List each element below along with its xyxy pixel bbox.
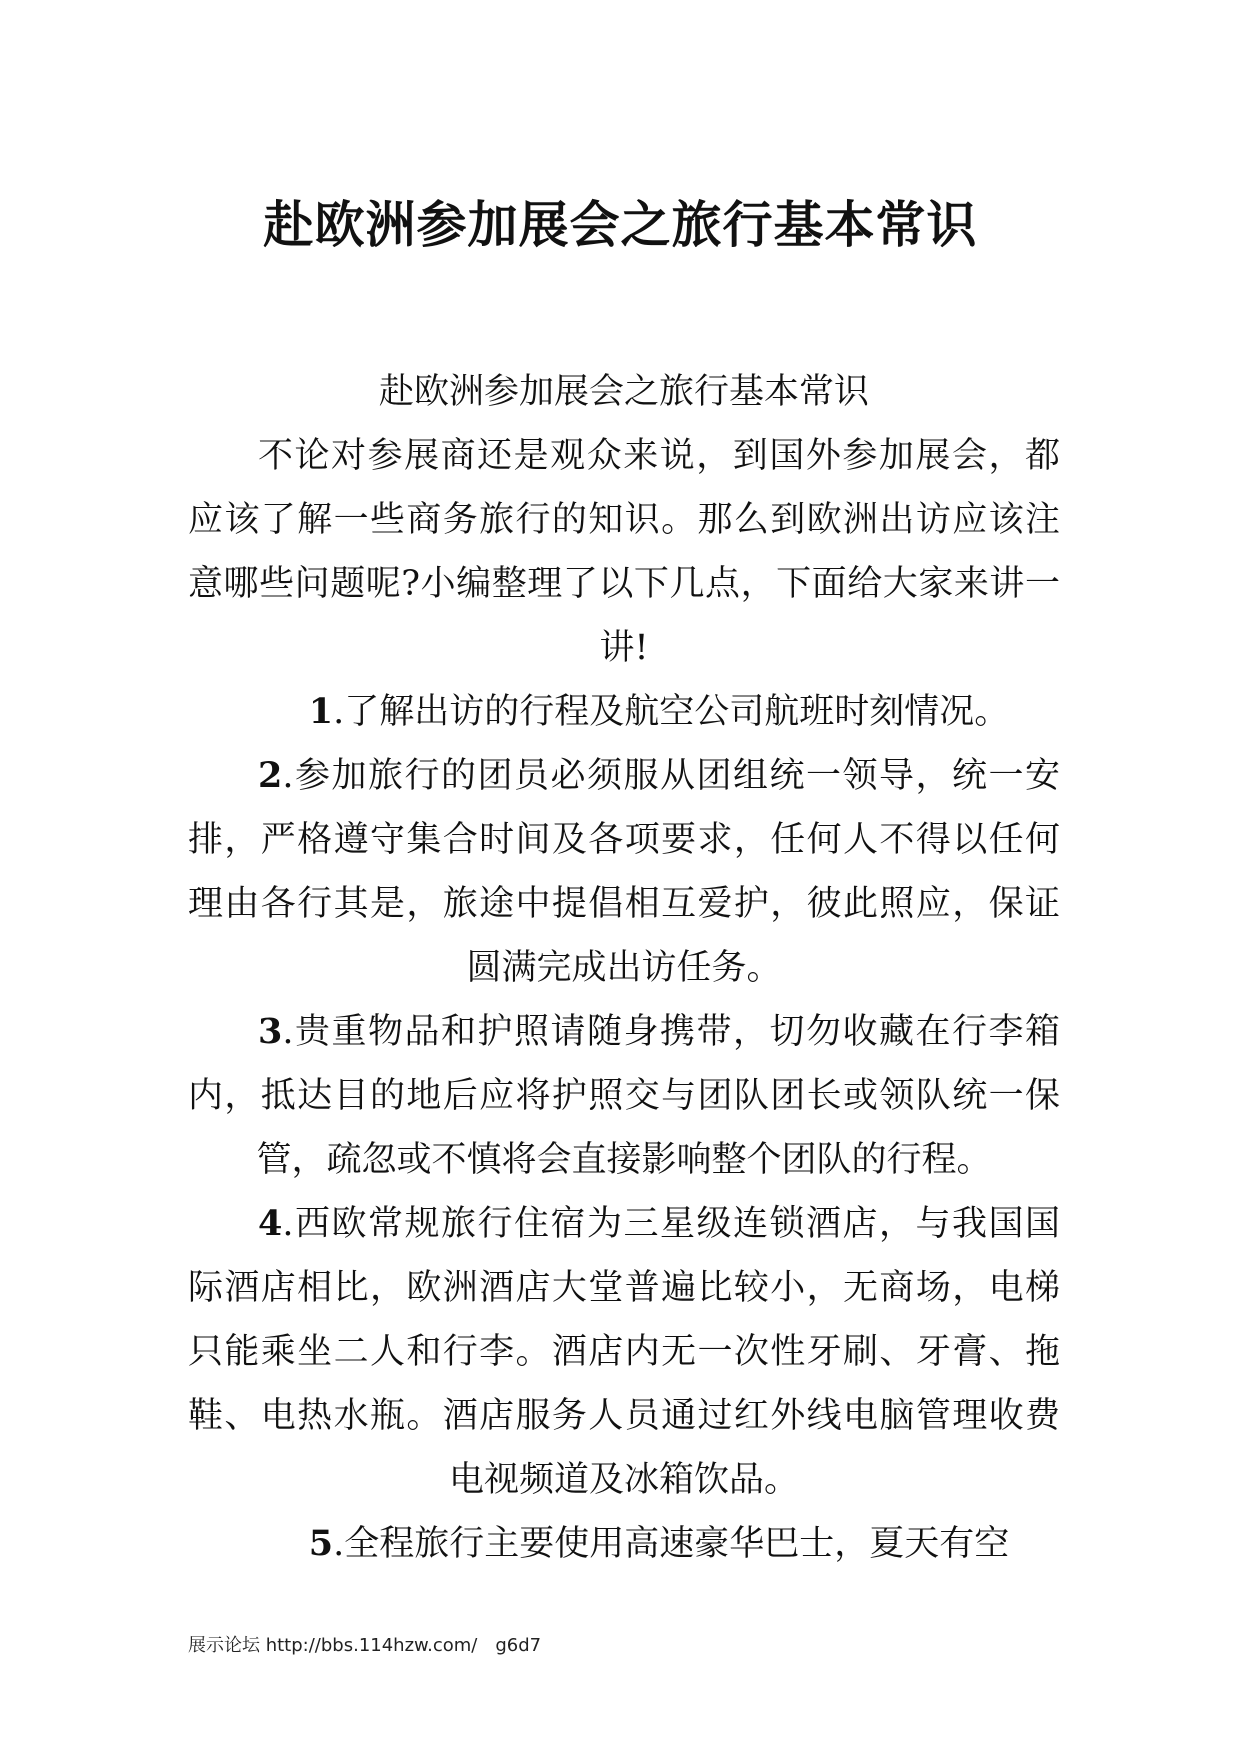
item-number: 4 [258, 1203, 283, 1244]
list-item: 1.了解出访的行程及航空公司航班时刻情况。 [308, 691, 1010, 732]
list-item: 3.贵重物品和护照请随身携带，切勿收藏在行李箱内，抵达目的地后应将护照交与团队团长或领队统一保管，疏忽或不慎将会直接影响整个团队的行程。 [188, 1011, 1060, 1180]
item-number: 3 [258, 1011, 283, 1052]
page-footer [188, 1634, 541, 1658]
item-number: 2 [258, 755, 283, 796]
item-text: 全程旅行主要使用高速豪华巴士，夏天有空 [344, 1524, 1010, 1564]
item-text: 贵重物品和护照请随身携带，切勿收藏在行李箱内，抵达目的地后应将护照交与团队团长或领队统一保管，疏忽或不慎将会直接影响整个团队的行程。 [188, 1012, 1060, 1180]
intro-paragraph: 不论对参展商还是观众来说，到国外参加展会，都应该了解一些商务旅行的知识。那么到欧洲出访应该注意哪些问题呢?小编整理了以下几点，下面给大家来讲一讲! [188, 436, 1060, 668]
footer-code: g6d7 [495, 1635, 542, 1656]
item-number: 1 [308, 691, 334, 732]
item-text: 参加旅行的团员必须服从团组统一领导，统一安排，严格遵守集合时间及各项要求，任何人不得以任何理由各行其是，旅途中提倡相互爱护，彼此照应，保证圆满完成出访任务。 [188, 756, 1060, 988]
list-item: 5.全程旅行主要使用高速豪华巴士，夏天有空 [308, 1523, 1010, 1564]
document-title: 赴欧洲参加展会之旅行基本常识 [263, 195, 978, 254]
list-item: 4.西欧常规旅行住宿为三星级连锁酒店，与我国国际酒店相比，欧洲酒店大堂普遍比较小，无商场，电梯只能乘坐二人和行李。酒店内无一次性牙刷、牙膏、拖鞋、电热水瓶。酒店服务人员通过红外线电脑管理收费电视频道及冰箱饮品。 [188, 1203, 1060, 1500]
item-text: 西欧常规旅行住宿为三星级连锁酒店，与我国国际酒店相比，欧洲酒店大堂普遍比较小，无商场，电梯只能乘坐二人和行李。酒店内无一次性牙刷、牙膏、拖鞋、电热水瓶。酒店服务人员通过红外线电脑管理收费电视频道及冰箱饮品。 [188, 1204, 1060, 1500]
item-number: 5 [308, 1523, 334, 1564]
list-item: 2.参加旅行的团员必须服从团组统一领导，统一安排，严格遵守集合时间及各项要求，任何人不得以任何理由各行其是，旅途中提倡相互爱护，彼此照应，保证圆满完成出访任务。 [188, 755, 1060, 988]
document-body [188, 360, 1060, 1576]
item-text: 了解出访的行程及航空公司航班时刻情况。 [344, 692, 1010, 732]
document-subtitle: 赴欧洲参加展会之旅行基本常识 [378, 372, 869, 412]
footer-site-link[interactable]: 展示论坛 http://bbs.114hzw.com/ [188, 1635, 478, 1656]
